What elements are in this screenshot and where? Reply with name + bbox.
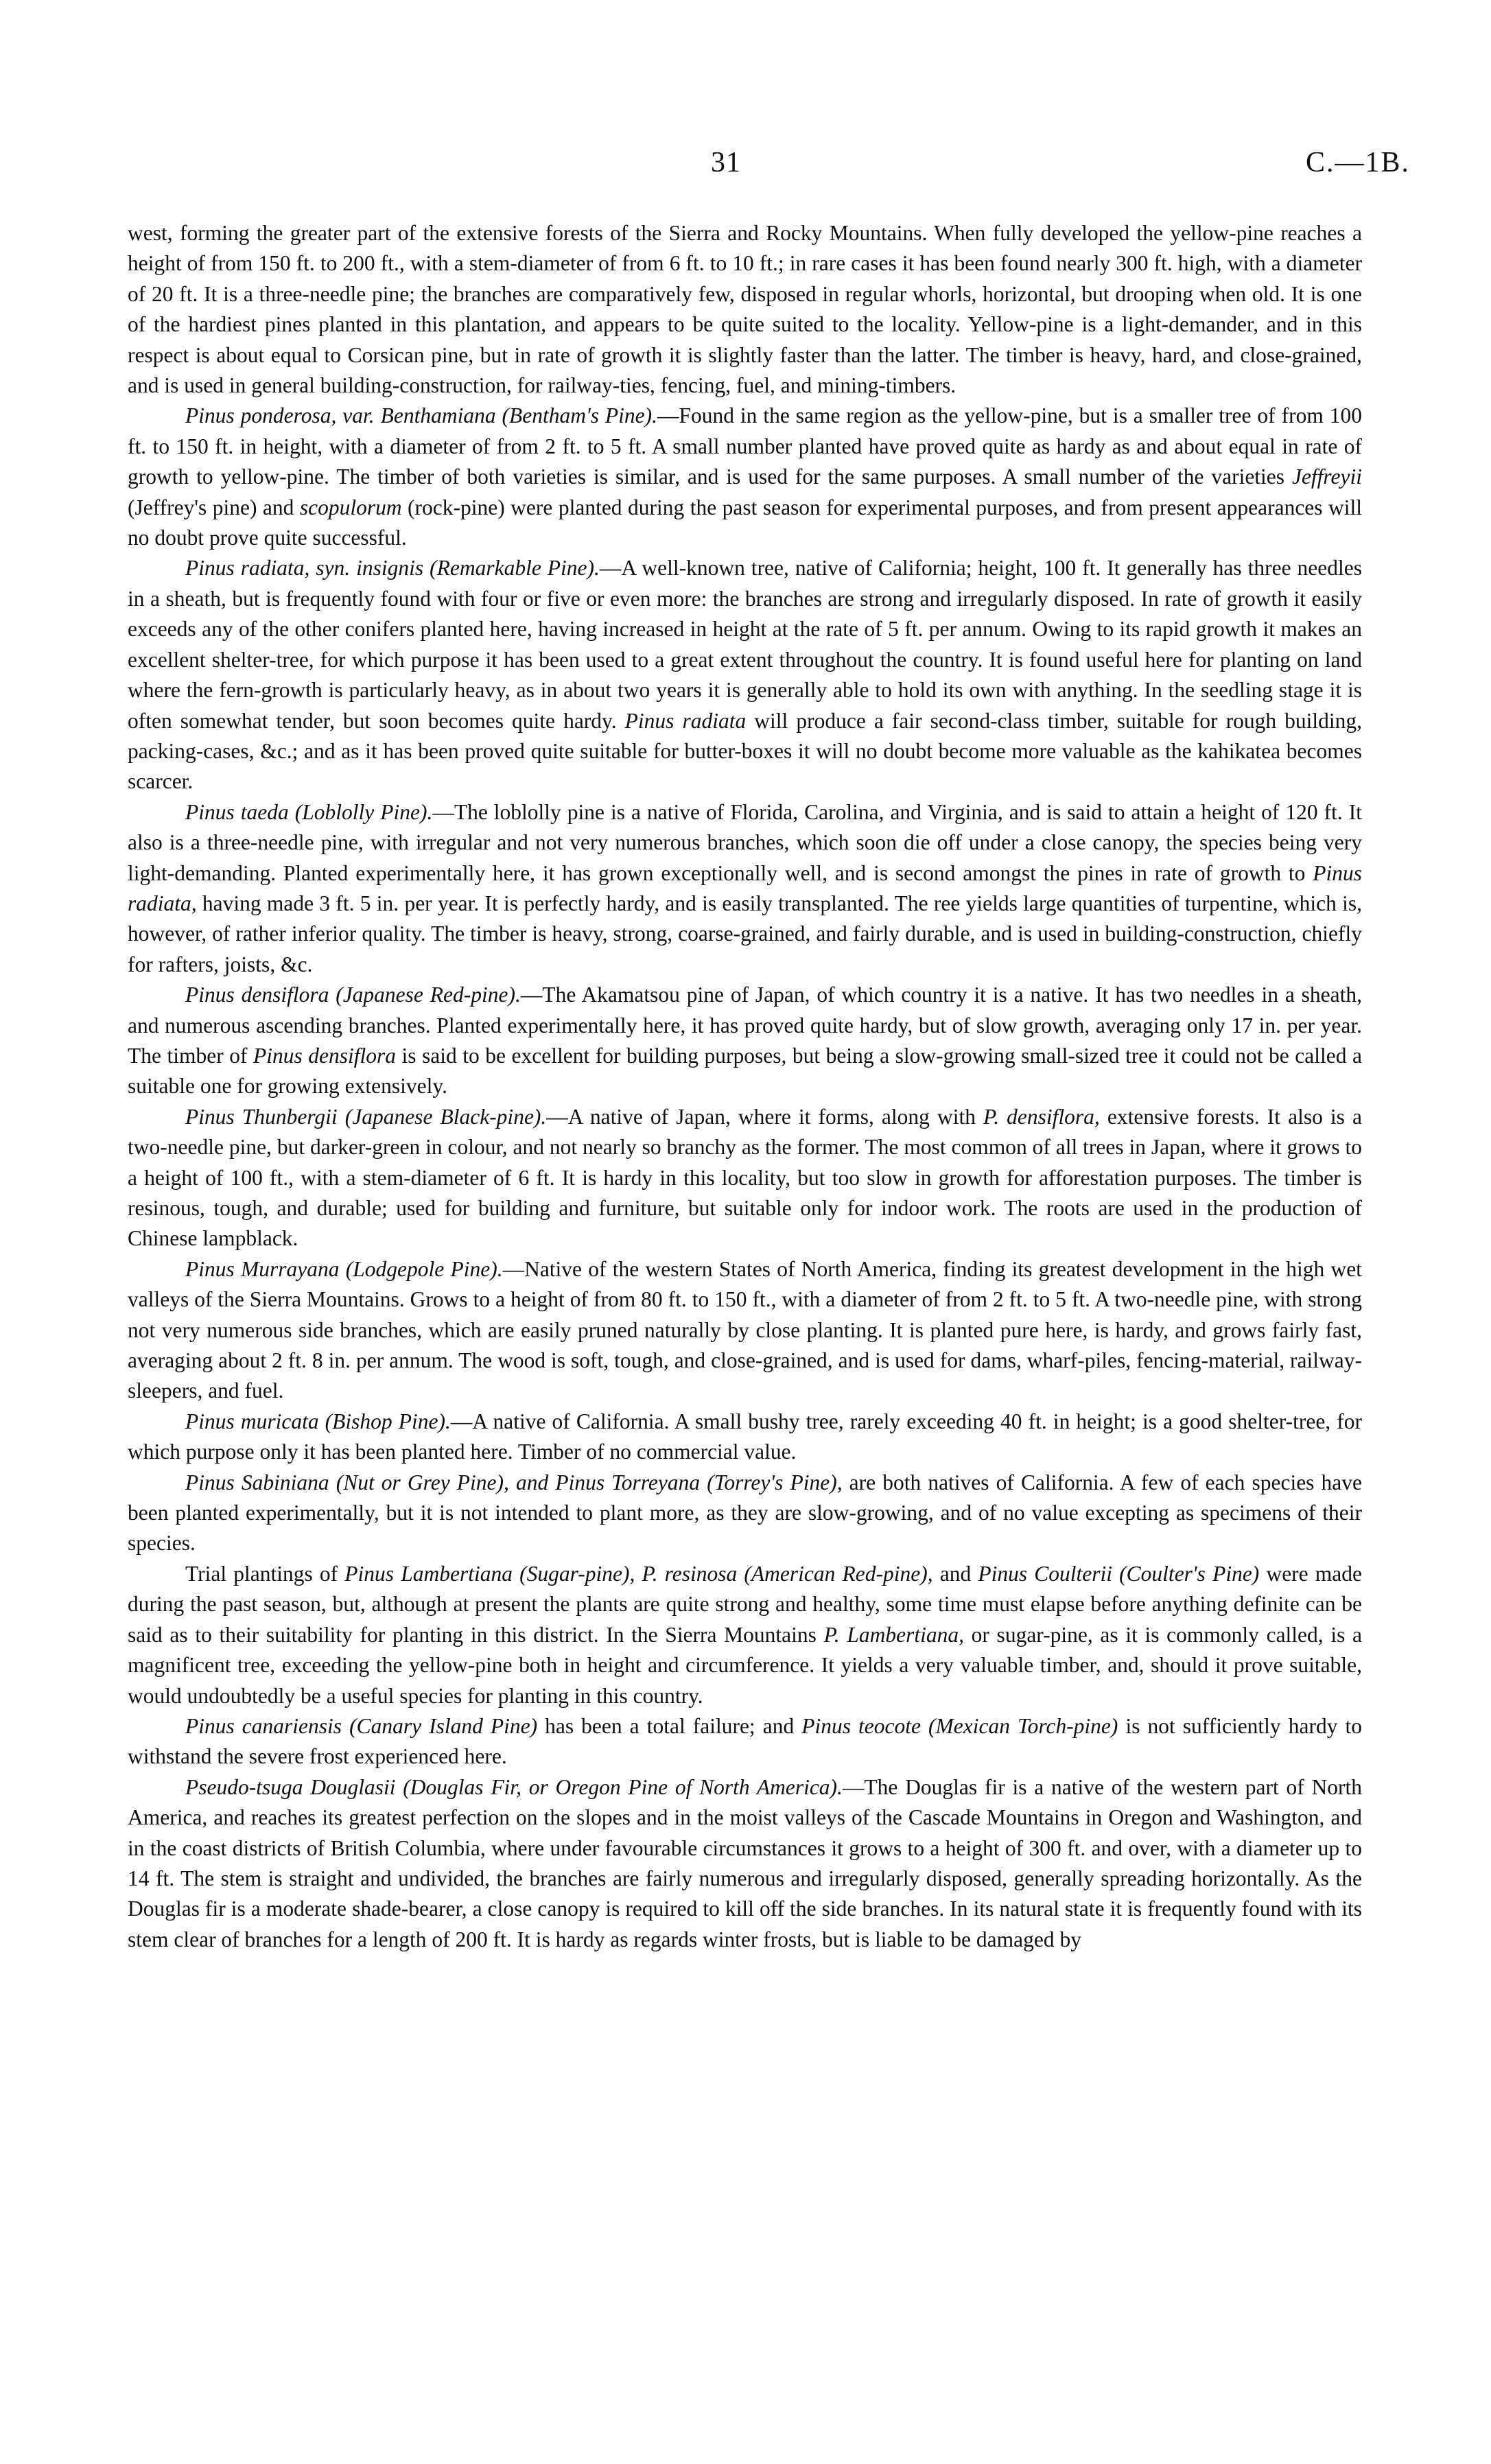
text-run: —Found in the same region as the yellow-pine, but is a smaller tree of from 100 ft. to 150 ft. in height, with a diameter of from 2 ft. to 5 ft. A small number planted have proved quite as hardy as and about equal in rate of growth to yellow-pine. The timber of both varieties is similar, and is used for the same purposes. A small number of the varieties <box>128 403 1362 489</box>
paragraph <box>128 1254 1362 1407</box>
italic-text: Pinus ponderosa, var. Benthamiana (Bentham's Pine). <box>185 403 657 428</box>
italic-text: Pinus radiata, syn. insignis (Remarkable Pine). <box>185 556 600 580</box>
italic-text: Pinus muricata (Bishop Pine). <box>185 1409 451 1433</box>
text-run: —The Akamatsou pine of Japan, of which country it is a native. It has two needles in a sheath, and numerous ascending branches. Planted experimentally here, it has proved quite hardy, but of slow growth, averaging only 17 in. per year. The timber of <box>128 983 1362 1068</box>
text-run: —The Douglas fir is a native of the western part of North America, and reaches its greatest perfection on the slopes and in the moist valleys of the Cascade Mountains in Oregon and Washington, and in the coast districts of British Columbia, where under favourable circumstances it grows to a height of 300 ft. and over, with a diameter up to 14 ft. The stem is straight and undivided, the branches are fairly numerous and irregularly disposed, generally spreading horizontally. As the Douglas fir is a moderate shade-bearer, a close canopy is required to kill off the side branches. In its natural state it is frequently found with its stem clear of branches for a length of 200 ft. It is hardy as regards winter frosts, but is liable to be damaged by <box>128 1774 1362 1951</box>
page-number: 31 <box>711 147 741 178</box>
text-run: —A native of Japan, where it forms, along with <box>546 1104 984 1129</box>
paragraph <box>128 401 1362 553</box>
italic-text: Pinus teocote (Mexican Torch-pine) <box>801 1713 1118 1738</box>
text-run: is said to be excellent for building purposes, but being a slow-growing small-sized tree it could not be called a suitable one for growing extensively. <box>128 1043 1362 1099</box>
italic-text: scopulorum <box>299 495 402 519</box>
text-run: and <box>932 1561 978 1586</box>
document-reference: C.—1B. <box>1305 147 1410 178</box>
italic-text: Pinus canariensis (Canary Island Pine) <box>185 1713 538 1738</box>
text-run: or sugar-pine, as it is commonly called, is a magnificent tree, exceeding the yellow-pine both in height and circumference. It yields a very valuable timber, and, should it prove suitable, would undoubtedly be a useful species for planting in this country. <box>128 1622 1362 1708</box>
italic-text: Pinus Sabiniana (Nut or Grey Pine), and Pinus Torreyana (Torrey's Pine), <box>185 1470 843 1494</box>
paragraph <box>128 980 1362 1102</box>
paragraph <box>128 1711 1362 1772</box>
paragraph <box>128 1559 1362 1711</box>
italic-text: Pinus radiata, <box>128 860 1362 915</box>
text-run: (rock-pine) were planted during the past season for experimental purposes, and from present appearances will no doubt prove quite successful. <box>128 495 1362 550</box>
text-run: will produce a fair second-class timber, suitable for rough building, packing-cases, &c.; and as it has been proved quite suitable for butter-boxes it will no doubt become more valuable as the kahikatea becomes scarcer. <box>128 708 1363 794</box>
body-text <box>128 218 1362 1955</box>
italic-text: Pinus densiflora (Japanese Red-pine). <box>185 983 521 1007</box>
italic-text: Jeffreyii <box>1291 465 1362 489</box>
italic-text: P. Lambertiana, <box>823 1622 964 1647</box>
paragraph <box>128 1407 1362 1468</box>
italic-text: Pinus densiflora <box>253 1043 396 1068</box>
italic-text: Pinus Thunbergii (Japanese Black-pine). <box>185 1104 547 1129</box>
text-run: west, forming the greater part of the extensive forests of the Sierra and Rocky Mountains. When fully developed the yellow-pine reaches a height of from 150 ft. to 200 ft., with a stem-diameter of from 6 ft. to 10 ft.; in rare cases it has been found nearly 300 ft. high, with a diameter of 20 ft. It is a three-needle pine; the branches are comparatively few, disposed in regular whorls, horizontal, but drooping when old. It is one of the hardiest pines planted in this plantation, and appears to be quite suited to the locality. Yellow-pine is a light-demander, and in this respect is about equal to Corsican pine, but in rate of growth it is slightly faster than the latter. The timber is heavy, hard, and close-grained, and is used in general building-construction, for railway-ties, fencing, fuel, and mining-timbers. <box>128 221 1362 398</box>
page-header <box>0 146 1491 187</box>
text-run: —The loblolly pine is a native of Florida, Carolina, and Virginia, and is said to attain a height of 120 ft. It also is a three-needle pine, with irregular and not very numerous branches, which soon die off under a close canopy, the species being very light-demanding. Planted experimentally here, it has grown exceptionally well, and is second amongst the pines in rate of growth to <box>128 799 1362 885</box>
italic-text: Pinus Coulterii (Coulter's Pine) <box>978 1561 1260 1586</box>
italic-text: Pinus Lambertiana (Sugar-pine), P. resinosa (American Red-pine), <box>344 1561 933 1586</box>
text-run: has been a total failure; and <box>537 1713 802 1738</box>
italic-text: Pinus taeda (Loblolly Pine). <box>185 799 433 824</box>
italic-text: Pinus Murrayana (Lodgepole Pine). <box>185 1256 503 1281</box>
text-run: —A native of California. A small bushy tree, rarely exceeding 40 ft. in height; is a good shelter-tree, for which purpose only it has been planted here. Timber of no commercial value. <box>128 1409 1362 1464</box>
text-run: were made during the past season, but, although at present the plants are quite strong and healthy, some time must elapse before anything definite can be said as to their suitability for planting in this district. In the Sierra Mountains <box>128 1561 1363 1647</box>
paragraph <box>128 797 1362 980</box>
text-run: having made 3 ft. 5 in. per year. It is perfectly hardy, and is easily transplanted. The ree yields large quantities of turpentine, which is, however, of rather inferior quality. The timber is heavy, strong, coarse-grained, and fairly durable, and is used in building-construction, chiefly for rafters, joists, &c. <box>128 891 1362 976</box>
italic-text: Pinus radiata <box>624 708 747 733</box>
text-run: (Jeffrey's pine) and <box>128 495 300 519</box>
text-run: —Native of the western States of North America, finding its greatest development in the high wet valleys of the Sierra Mountains. Grows to a height of from 80 ft. to 150 ft., with a diameter of from 2 ft. to 5 ft. A two-needle pine, with strong not very numerous side branches, which are easily pruned naturally by close planting. It is planted pure here, is hardy, and grows fairly fast, averaging about 2 ft. 8 in. per annum. The wood is soft, tough, and close-grained, and is used for dams, wharf-piles, fencing-material, railway-sleepers, and fuel. <box>128 1256 1362 1403</box>
paragraph <box>128 1772 1362 1955</box>
paragraph <box>128 218 1362 401</box>
paragraph <box>128 1468 1362 1559</box>
text-run: Trial plantings of <box>185 1561 345 1586</box>
text-run: extensive forests. It also is a two-needle pine, but darker-green in colour, and not nearly so branchy as the former. The most common of all trees in Japan, where it grows to a height of 100 ft., with a stem-diameter of 6 ft. It is hardy in this locality, but too slow in growth for afforestation purposes. The timber is resinous, tough, and durable; used for building and furniture, but suitable only for indoor work. The roots are used in the production of Chinese lampblack. <box>128 1104 1362 1251</box>
paragraph <box>128 1102 1362 1254</box>
text-run: is not sufficiently hardy to withstand the severe frost experienced here. <box>128 1713 1362 1769</box>
italic-text: Pseudo-tsuga Douglasii (Douglas Fir, or Oregon Pine of North America). <box>185 1774 843 1799</box>
paragraph <box>128 553 1362 797</box>
text-run: —A well-known tree, native of California; height, 100 ft. It generally has three needles in a sheath, but is frequently found with four or five or even more: the branches are strong and irregularly disposed. In rate of growth it easily exceeds any of the other conifers planted here, having increased in height at the rate of 5 ft. per annum. Owing to its rapid growth it makes an excellent shelter-tree, for which purpose it has been used to a great extent throughout the country. It is found useful here for planting on land where the fern-growth is particularly heavy, as in about two years it is generally able to hold its own with anything. In the seedling stage it is often somewhat tender, but soon becomes quite hardy. <box>128 556 1362 733</box>
italic-text: P. densiflora, <box>983 1104 1100 1129</box>
text-run: are both natives of California. A few of each species have been planted experimentally, but it is not intended to plant more, as they are slow-growing, and of no value excepting as specimens of their species. <box>128 1470 1362 1556</box>
